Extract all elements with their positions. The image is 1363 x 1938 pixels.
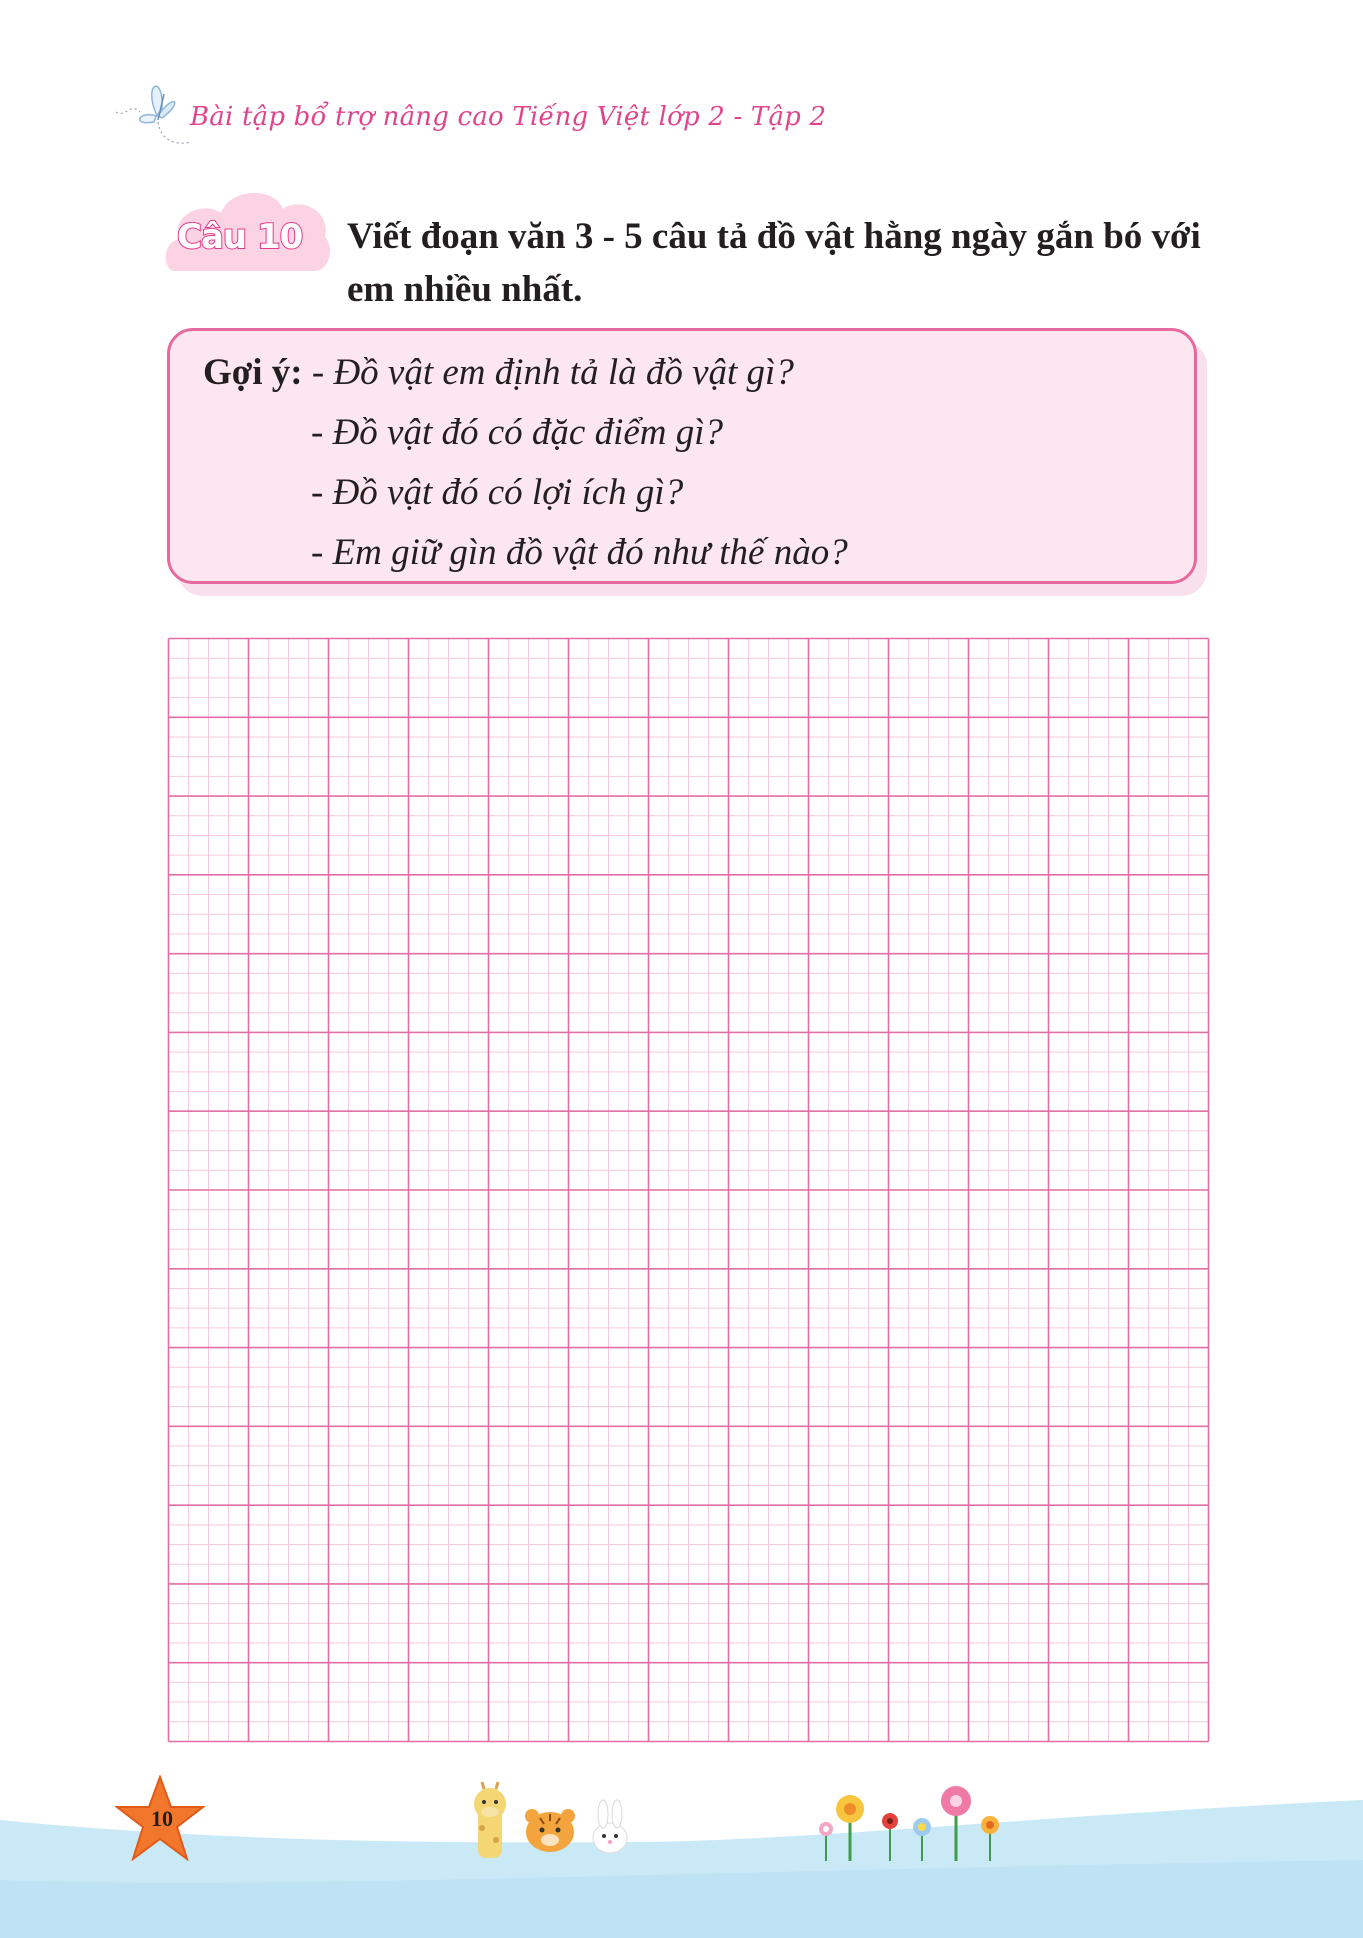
flower-decoration: [810, 1775, 1020, 1865]
hint-item: - Em giữ gìn đồ vật đó như thế nào?: [311, 532, 848, 573]
butterfly-icon: [112, 72, 202, 152]
hint-box: [167, 328, 1197, 584]
hint-item: - Đồ vật đó có lợi ích gì?: [311, 472, 684, 513]
giraffe-icon: [474, 1782, 506, 1858]
hint-line: [203, 403, 848, 463]
hint-item: - Đồ vật đó có đặc điểm gì?: [311, 412, 724, 453]
question-line-2: em nhiều nhất.: [347, 269, 583, 310]
question-number: Câu 10: [177, 217, 303, 257]
page-header: [112, 72, 827, 152]
animal-decoration: [470, 1780, 640, 1860]
question-badge: [165, 183, 335, 275]
hint-line: [203, 523, 848, 583]
hint-line: [203, 343, 848, 403]
page-number: 10: [151, 1806, 173, 1831]
rabbit-icon: [593, 1800, 627, 1853]
book-title: Bài tập bổ trợ nâng cao Tiếng Việt lớp 2 - Tập 2: [190, 102, 827, 132]
hint-line: [203, 463, 848, 523]
tiger-icon: [525, 1809, 575, 1852]
hint-item: - Đồ vật em định tả là đồ vật gì?: [311, 352, 794, 393]
hint-label: Gợi ý:: [203, 352, 303, 393]
question-prompt: [347, 210, 1227, 316]
hint-list: [203, 343, 848, 583]
question-line-1: Viết đoạn văn 3 - 5 câu tả đồ vật hằng ngày gắn bó với: [347, 216, 1201, 257]
flower-icon: [819, 1786, 999, 1861]
writing-grid[interactable]: [167, 637, 1210, 1743]
